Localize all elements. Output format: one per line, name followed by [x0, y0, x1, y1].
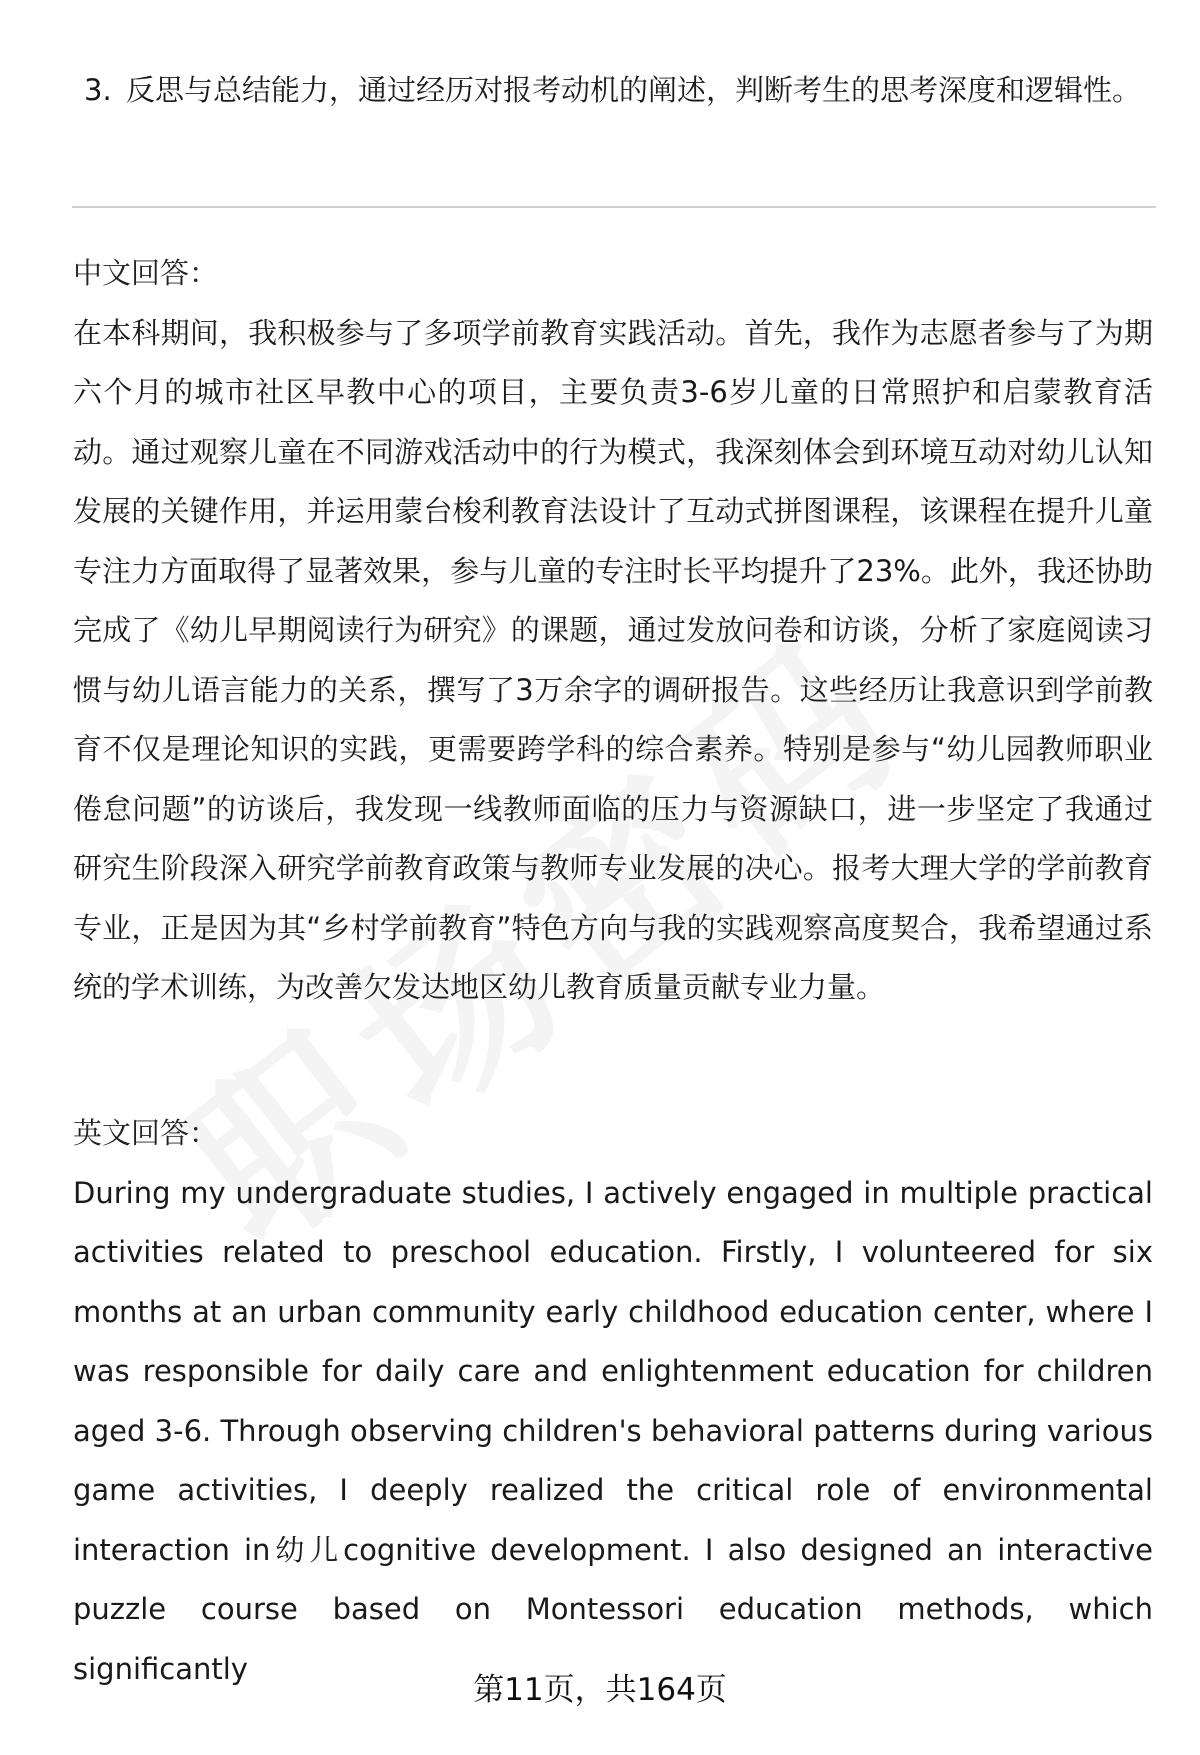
english-answer-section: [73, 1104, 1153, 1699]
section-divider: [72, 206, 1156, 208]
english-answer-body: During my undergraduate studies, I actively engaged in multiple practical activities related to preschool education. Firstly, I volunteered for six months at an urban community early childhood education center, where I was responsible for daily care and enlightenment education for children aged 3-6. Through observing children's behavioral patterns during various game activities, I deeply realized the critical role of environmental interaction in幼儿cognitive development. I also designed an interactive puzzle course based on Montessori education methods, which significantly: [73, 1175, 1153, 1686]
page-number: 第11页，共164页: [473, 1672, 727, 1708]
english-answer-label: 英文回答：: [73, 1116, 219, 1150]
list-item-number: 3.: [84, 73, 112, 107]
chinese-answer-section: [73, 244, 1153, 1018]
chinese-answer-label: 中文回答：: [73, 256, 219, 290]
chinese-answer-body: 在本科期间，我积极参与了多项学前教育实践活动。首先，我作为志愿者参与了为期六个月的城市社区早教中心的项目，主要负责3-6岁儿童的日常照护和启蒙教育活动。通过观察儿童在不同游戏活动中的行为模式，我深刻体会到环境互动对幼儿认知发展的关键作用，并运用蒙台梭利教育法设计了互动式拼图课程，该课程在提升儿童专注力方面取得了显著效果，参与儿童的专注时长平均提升了23%。此外，我还协助完成了《幼儿早期阅读行为研究》的课题，通过发放问卷和访谈，分析了家庭阅读习惯与幼儿语言能力的关系，撰写了3万余字的调研报告。这些经历让我意识到学前教育不仅是理论知识的实践，更需要跨学科的综合素养。特别是参与“幼儿园教师职业倦怠问题”的访谈后，我发现一线教师面临的压力与资源缺口，进一步坚定了我通过研究生阶段深入研究学前教育政策与教师专业发展的决心。报考大理大学的学前教育专业，正是因为其“乡村学前教育”特色方向与我的实践观察高度契合，我希望通过系统的学术训练，为改善欠发达地区幼儿教育质量贡献专业力量。: [73, 315, 1153, 1004]
list-item: [84, 60, 1144, 120]
list-item-text: 反思与总结能力，通过经历对报考动机的阐述，判断考生的思考深度和逻辑性。: [126, 73, 1142, 107]
